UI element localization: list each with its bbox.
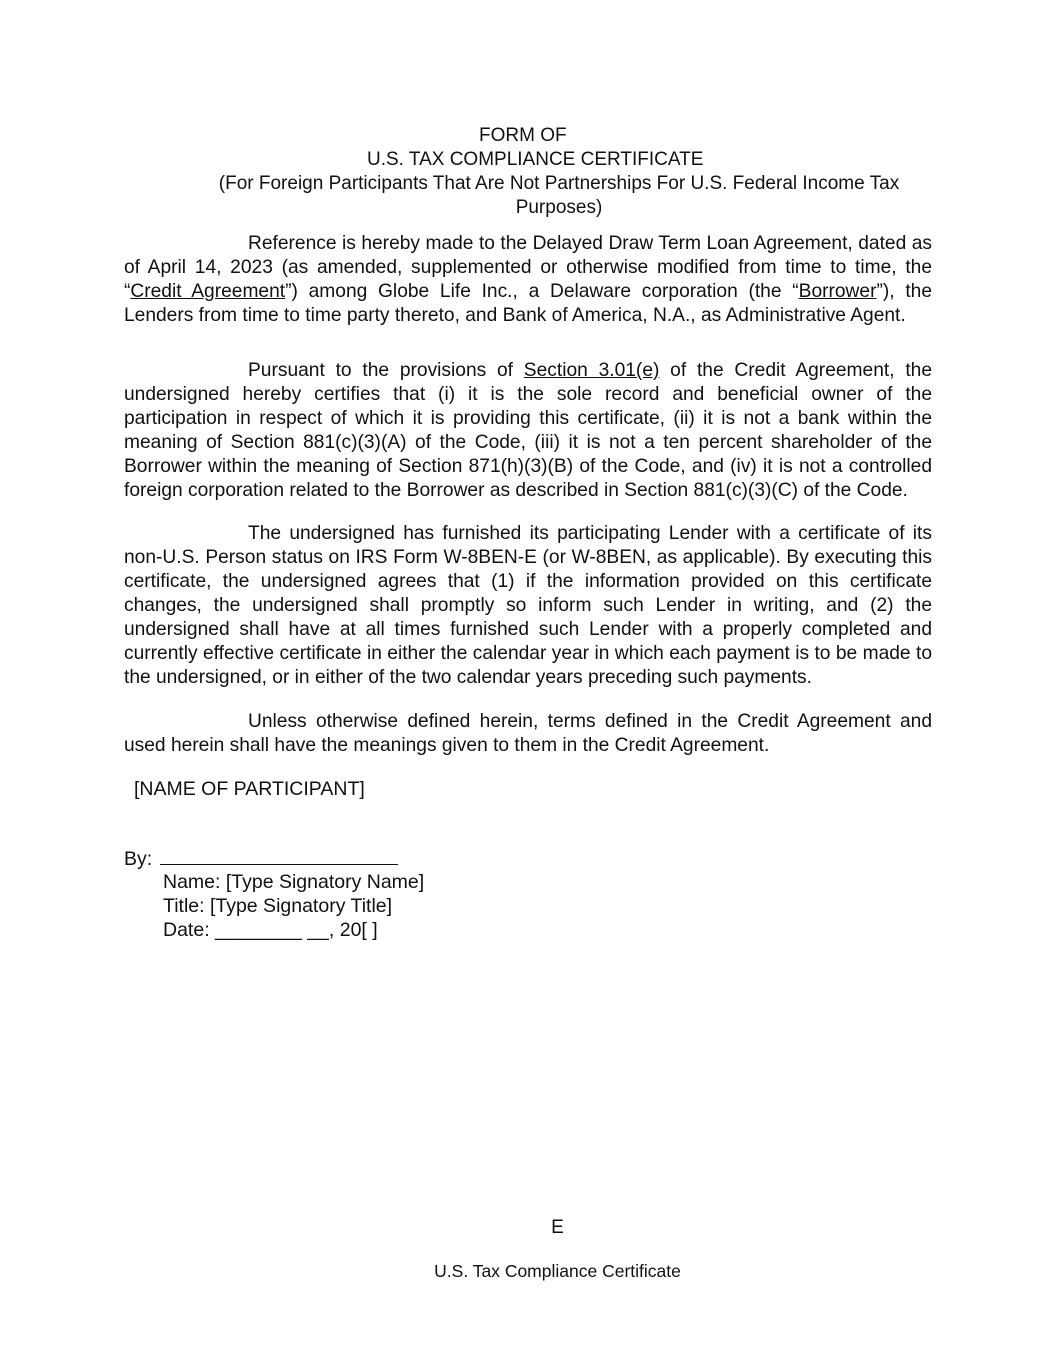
- document-subtitle: (For Foreign Participants That Are Not Partnerships For U.S. Federal Income Tax Purposes): [218, 173, 900, 218]
- signatory-name-line: Name: [Type Signatory Name]: [163, 871, 425, 893]
- form-of-heading: FORM OF: [479, 125, 567, 146]
- signature-blank: [160, 846, 398, 865]
- signatory-title-line: Title: [Type Signatory Title]: [163, 895, 393, 917]
- footer-label: U.S. Tax Compliance Certificate: [434, 1261, 681, 1281]
- paragraph-certification: [124, 359, 932, 503]
- paragraph-w8ben: The undersigned has furnished its participating Lender with a certificate of its non-U.S. Person status on IRS Form W-8BEN-E (or W-8BEN, as applicable). By executing this certificate, the undersigned agrees that (1) if the information provided on this certificate changes, the undersigned shall promptly so inform such Lender in writing, and (2) the undersigned shall have at all times furnished such Lender with a properly completed and currently effective certificate in either the calendar year in which each payment is to be made to the undersigned, or in either of the two calendar years preceding such payments.: [124, 523, 932, 688]
- participant-name-placeholder: [NAME OF PARTICIPANT]: [134, 778, 365, 800]
- borrower-term: Borrower: [798, 281, 877, 302]
- paragraph-definitions: Unless otherwise defined herein, terms defined in the Credit Agreement and used herein shall have the meanings given to them in the Credit Agreement.: [124, 711, 932, 756]
- paragraph-reference-text-b: ”) among Globe Life Inc., a Delaware corporation (the “: [285, 281, 799, 302]
- signature-by-line: [124, 846, 398, 871]
- signature-date-line: Date: ________ __, 20[ ]: [163, 919, 378, 941]
- section-reference: Section 3.01(e): [523, 360, 660, 381]
- paragraph-reference-text-c: ”), the Lenders from time to time party thereto, and Bank of America, N.A., as Administrative Agent.: [124, 281, 932, 326]
- paragraph-certification-text-a: Pursuant to the provisions of: [248, 360, 524, 381]
- exhibit-letter: E: [551, 1217, 564, 1238]
- credit-agreement-term: Credit Agreement: [130, 281, 286, 302]
- paragraph-reference-text-a: Reference is hereby made to the Delayed Draw Term Loan Agreement, dated as of April 14, 2023 (as amended, supplemented or otherwise modified from time to time, the “: [124, 233, 932, 302]
- paragraph-reference: [124, 232, 932, 328]
- document-title: U.S. TAX COMPLIANCE CERTIFICATE: [367, 149, 704, 170]
- paragraph-certification-text-b: of the Credit Agreement, the undersigned hereby certifies that (i) it is the sole record and beneficial owner of the participation in respect of which it is providing this certificate, (ii) it is not a bank within the meaning of Section 881(c)(3)(A) of the Code, (iii) it is not a ten percent shareholder of the Borrower within the meaning of Section 871(h)(3)(B) of the Code, and (iv) it is not a controlled foreign corporation related to the Borrower as described in Section 881(c)(3)(C) of the Code.: [124, 360, 932, 501]
- by-label: By:: [124, 848, 153, 870]
